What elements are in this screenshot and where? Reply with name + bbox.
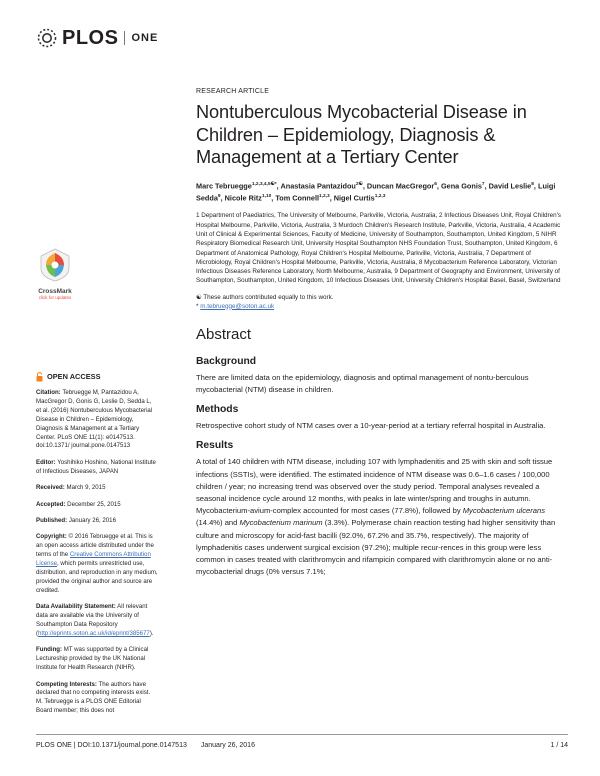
author-name: Nicole Ritz xyxy=(224,193,262,203)
methods-heading: Methods xyxy=(196,404,239,416)
author-name: Anastasia Pantazidou xyxy=(280,180,356,190)
article-main xyxy=(196,88,568,586)
abstract-heading: Abstract xyxy=(196,325,252,343)
methods-section xyxy=(196,404,568,432)
copyright-block: Copyright: © 2016 Tebruegge et al. This is an open access article distributed under the terms of the Creative Commons Attribution License, which permits unrestricted use, distribution, and reproduction in any medium, provided the original author and source are credited. xyxy=(36,533,158,594)
author-name: Luigi Sedda xyxy=(196,180,556,203)
crossmark-icon xyxy=(40,248,70,282)
page-footer xyxy=(36,734,568,749)
author-affiliation-marker: 1,10 xyxy=(261,193,272,199)
funding-block: Funding: MT was supported by a Clinical Lectureship provided by the UK National Institute for Health Research (NIHR). xyxy=(36,646,149,672)
author-separator: , xyxy=(271,193,276,203)
author-affiliation-marker: 1,2,3 xyxy=(374,193,386,199)
citation-block: Citation: Tebruegge M, Pantazidou A, MacGregor D, Gonis G, Leslie D, Sedda L, et al. (2016) Nontuberculous Mycobacterial Disease in Children – Epidemiology, Diagnosis & Management at a Tertiary Center. PLoS ONE 11(1): e0147513. doi:10.1371/ journal.pone.0147513 xyxy=(36,389,153,450)
author-separator: , xyxy=(362,180,367,190)
author-notes xyxy=(196,293,568,311)
article-title: Nontuberculous Mycobacterial Disease in Children – Epidemiology, Diagnosis & Management at a Tertiary Center xyxy=(196,102,527,167)
data-repository-link[interactable]: http://eprints.soton.ac.uk/id/eprint/385677 xyxy=(38,629,150,637)
author-separator: , xyxy=(220,193,225,203)
background-heading: Background xyxy=(196,355,257,367)
journal-name: PLOS xyxy=(62,26,119,49)
equal-contribution-note: ☯ These authors contributed equally to this work. xyxy=(196,293,334,301)
published-block: Published: January 26, 2016 xyxy=(36,516,116,524)
results-section xyxy=(196,440,568,578)
email-link[interactable]: m.tebruegge@soton.ac.uk xyxy=(200,302,275,310)
background-section xyxy=(196,356,568,396)
footer-doi: PLOS ONE | DOI:10.1371/journal.pone.0147513 xyxy=(36,742,187,749)
corresponding-email-note: * m.tebruegge@soton.ac.uk xyxy=(196,302,275,310)
crossmark-sublabel: click for updates xyxy=(38,295,72,300)
accepted-block: Accepted: December 25, 2015 xyxy=(36,500,121,508)
author-name: Gena Gonis xyxy=(440,180,482,190)
author-affiliation-marker: 2☯ xyxy=(355,181,363,187)
affiliations: 1 Department of Paediatrics, The University of Melbourne, Parkville, Victoria, Australia, 2 Infectious Diseases Unit, Royal Children's Hospital Melbourne, Parkville, Victoria, Australia, 3 Murdoch Children's Research Institute, Parkville, Victoria, Australia, 4 Academic Unit of Clinical & Experimental Sciences, Faculty of Medicine, University of Southampton, Southampton, United Kingdom, 5 NIHR Respiratory Biomedical Research Unit, University Hospital Southampton NHS Foundation Trust, Southampton, United Kingdom, 6 Department of Anatomical Pathology, Royal Children's Hospital Melbourne, Parkville, Victoria, Australia, 7 Department of Microbiology, Royal Children's Hospital Melbourne, Parkville, Victoria, Australia, 8 Mycobacterium Reference Laboratory, Victorian Infectious Diseases Reference Laboratory, North Melbourne, Australia, 9 Department of Geography and Environment, University of Southampton, Southampton, United Kingdom, 10 Infectious Diseases Unit, University Children's Hospital Basel, Basel, Switzerland xyxy=(196,212,561,285)
journal-subname: ONE xyxy=(131,32,159,44)
author-affiliation-marker: 8 xyxy=(531,181,534,187)
author-separator: , xyxy=(436,180,441,190)
crossmark-label: CrossMark xyxy=(38,288,72,295)
author-separator: , xyxy=(484,180,489,190)
editor-block: Editor: Yoshihiko Hoshino, National Institute of Infectious Diseases, JAPAN xyxy=(36,458,156,475)
page-number: 1 / 14 xyxy=(550,742,568,749)
author-separator: , xyxy=(329,193,334,203)
results-heading: Results xyxy=(196,440,234,452)
author-affiliation-marker: 6 xyxy=(434,181,437,187)
license-link[interactable]: Creative Commons Attribution License xyxy=(36,551,151,568)
author-affiliation-marker: 1,2,3,4,5☯* xyxy=(251,181,277,187)
author-separator: , xyxy=(276,180,281,190)
article-sidebar xyxy=(36,372,158,724)
author-name: Nigel Curtis xyxy=(333,193,375,203)
author-affiliation-marker: 7 xyxy=(481,181,485,187)
logo-divider xyxy=(124,31,125,45)
background-text: There are limited data on the epidemiology, diagnosis and optimal management of nontu-berculous mycobacterial (NTM) disease in children. xyxy=(196,372,529,394)
open-lock-icon xyxy=(36,372,43,382)
author-name: David Leslie xyxy=(488,180,532,190)
author-list xyxy=(196,179,568,204)
results-text: A total of 140 children with NTM disease, including 107 with lymphadenitis and 25 with skin and soft tissue infections (SSTIs), were identified. The estimated incidence of NTM disease was 0.6–1.6 cases / 100,000 children / year; no increasing trend was observed over the study period. Temporal analyses revealed a seasonal incidence cycle around 12 months, with peaks in late winter/spring and troughs in autumn. Mycobacterium-avium-complex accounted for most cases (77.8%), followed by Mycobacterium ulcerans (14.4%) and Mycobacterium marinum (3.3%). Polymerase chain reaction testing had higher sensitivity than culture and microscopy for acid-fast bacilli (92.0%, 67.2% and 35.7%, respectively). The majority of lymphadenitis cases underwent surgical excision (97.2%); multiple recur-rences in this group were less common in cases treated with clarithromycin and rifampicin compared with clarithromycin alone or no anti-mycobacterial drugs (0% versus 7.1%; xyxy=(196,457,556,577)
footer-date: January 26, 2016 xyxy=(200,742,255,749)
author-name: Duncan MacGregor xyxy=(366,180,435,190)
author-name: Marc Tebruegge xyxy=(196,180,252,190)
received-block: Received: March 9, 2015 xyxy=(36,484,106,492)
open-access-badge xyxy=(36,372,158,382)
competing-interests-block: Competing Interests: The authors have declared that no competing interests exist. M. Tebruegge is a PLOS ONE Editorial Board member; this does not xyxy=(36,680,151,715)
methods-text: Retrospective cohort study of NTM cases over a 10-year-period at a tertiary referral hospital in Australia. xyxy=(196,421,546,431)
article-type: RESEARCH ARTICLE xyxy=(196,88,270,95)
data-availability-block: Data Availability Statement: All relevant data are available via the University of Southampton Data Repository (http://eprints.soton.ac.uk/id/eprint/385677). xyxy=(36,603,154,637)
author-name: Tom Connell xyxy=(275,193,320,203)
crossmark-badge[interactable] xyxy=(38,248,72,300)
author-affiliation-marker: 9 xyxy=(217,193,221,199)
author-affiliation-marker: 1,2,3 xyxy=(319,193,330,199)
journal-logo xyxy=(36,26,158,50)
open-access-label: OPEN ACCESS xyxy=(47,371,101,381)
plos-mark-icon xyxy=(36,27,58,49)
author-separator: , xyxy=(533,180,538,190)
